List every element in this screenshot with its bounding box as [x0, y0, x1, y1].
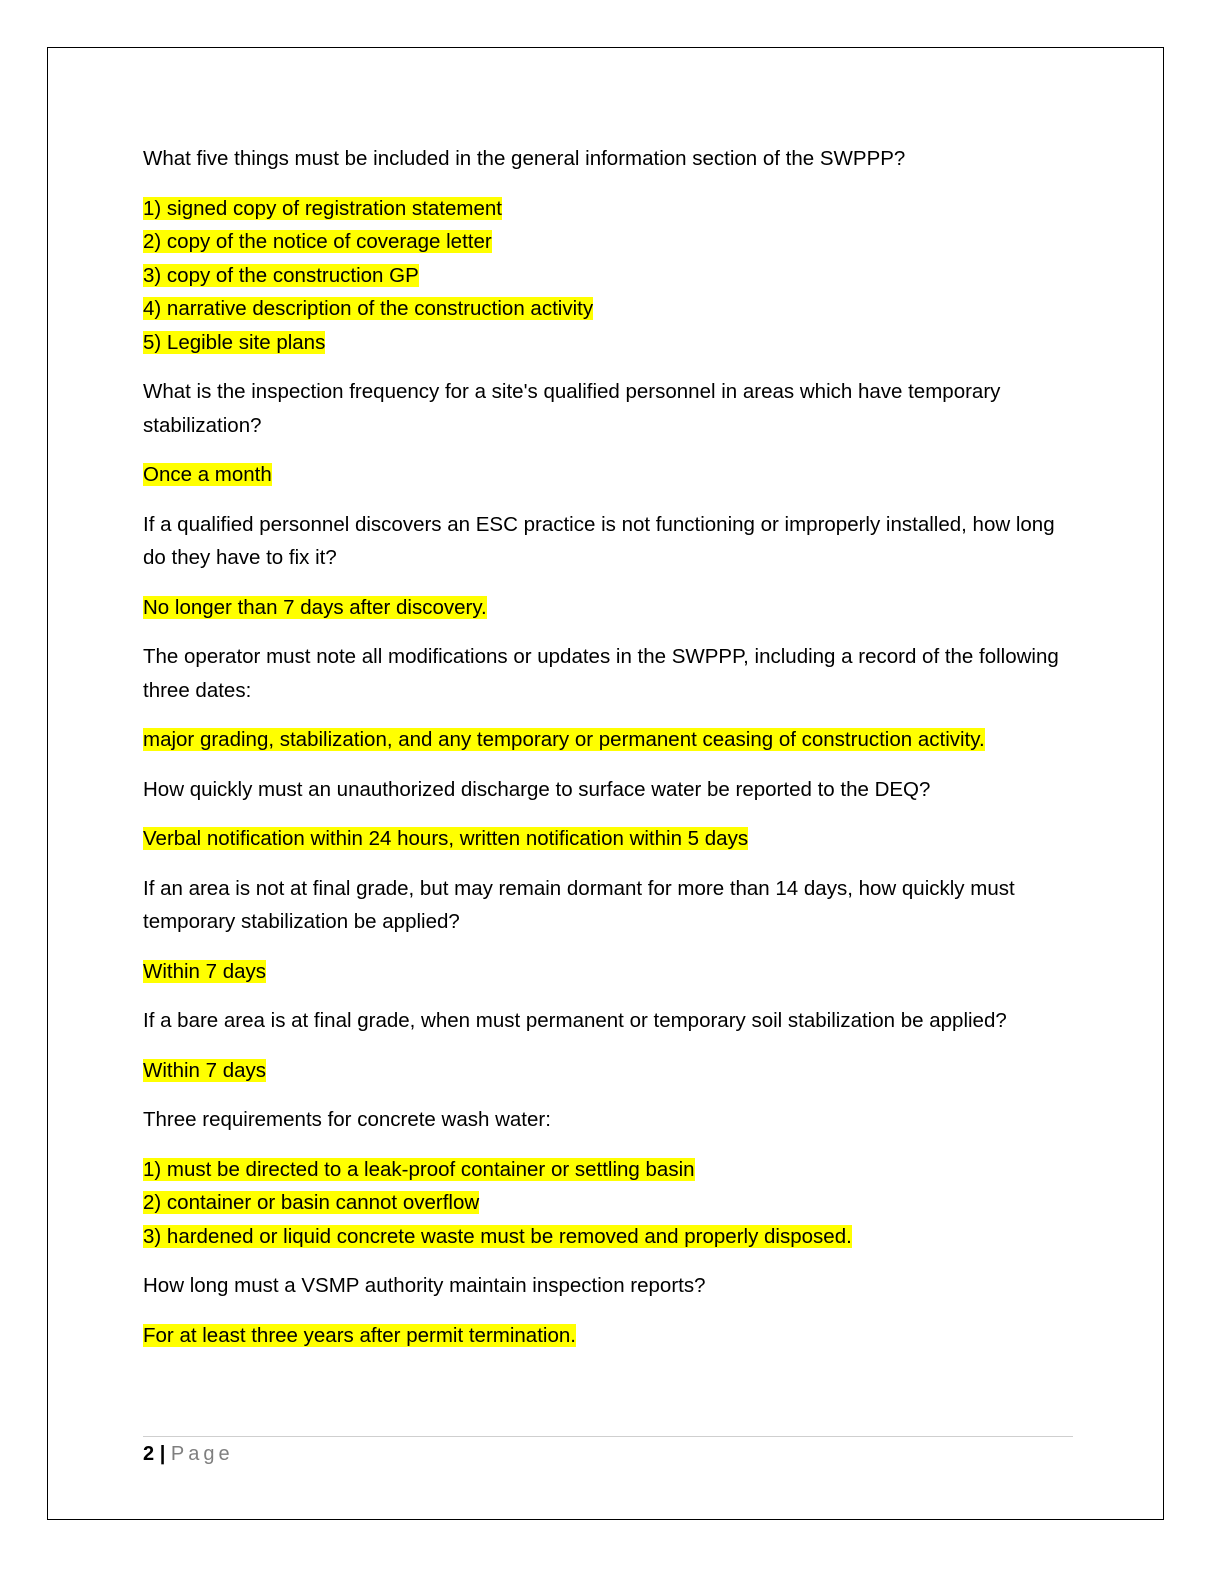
question-1: What five things must be included in the general information section of the SWPPP?: [143, 147, 906, 170]
footer-divider: [143, 1436, 1073, 1437]
answer-1: [143, 192, 1078, 360]
answer-5: [143, 822, 1078, 856]
question-5: How quickly must an unauthorized discharge to surface water be reported to the DEQ?: [143, 777, 931, 801]
answer-line: 1) signed copy of registration statement: [143, 196, 502, 220]
answer-8: [143, 1153, 1078, 1254]
answer-line: 3) hardened or liquid concrete waste must be removed and properly disposed.: [143, 1224, 852, 1248]
answer-line: 3) copy of the construction GP: [143, 263, 419, 287]
answer-line: 2) container or basin cannot overflow: [143, 1191, 480, 1214]
answer-7: [143, 1054, 1078, 1088]
answer-line: Once a month: [143, 463, 272, 486]
question-3: If a qualified personnel discovers an ESC practice is not functioning or improperly installed, how long do they have to fix it?: [143, 512, 1055, 569]
answer-line: major grading, stabilization, and any temporary or permanent ceasing of construction activity.: [143, 728, 985, 751]
document-body: [143, 142, 1078, 1368]
footer-separator: |: [159, 1443, 166, 1465]
answer-3: [143, 591, 1078, 625]
answer-line: For at least three years after permit termination.: [143, 1323, 576, 1347]
answer-line: Verbal notification within 24 hours, written notification within 5 days: [143, 827, 749, 850]
answer-4: [143, 723, 1078, 757]
answer-6: [143, 955, 1078, 989]
page-label: Page: [170, 1443, 234, 1465]
answer-line: Within 7 days: [143, 1058, 267, 1082]
question-6: If an area is not at final grade, but may remain dormant for more than 14 days, how quickly must temporary stabilization be applied?: [143, 876, 1015, 933]
answer-line: 2) copy of the notice of coverage letter: [143, 230, 492, 253]
answer-line: No longer than 7 days after discovery.: [143, 595, 487, 619]
answer-line: 4) narrative description of the construction activity: [143, 297, 594, 320]
answer-line: Within 7 days: [143, 959, 267, 983]
question-8: Three requirements for concrete wash water:: [143, 1108, 551, 1131]
answer-line: 1) must be directed to a leak-proof container or settling basin: [143, 1157, 695, 1181]
question-4: The operator must note all modifications or updates in the SWPPP, including a record of the following three dates:: [143, 645, 1059, 702]
question-7: If a bare area is at final grade, when must permanent or temporary soil stabilization be applied?: [143, 1009, 1007, 1032]
question-9: How long must a VSMP authority maintain inspection reports?: [143, 1274, 706, 1297]
answer-9: [143, 1319, 1078, 1353]
page-number: 2: [143, 1443, 155, 1465]
answer-2: [143, 458, 1078, 492]
answer-line: 5) Legible site plans: [143, 330, 326, 354]
question-2: What is the inspection frequency for a site's qualified personnel in areas which have temporary stabilization?: [143, 380, 1001, 437]
page-footer: [143, 1440, 234, 1468]
